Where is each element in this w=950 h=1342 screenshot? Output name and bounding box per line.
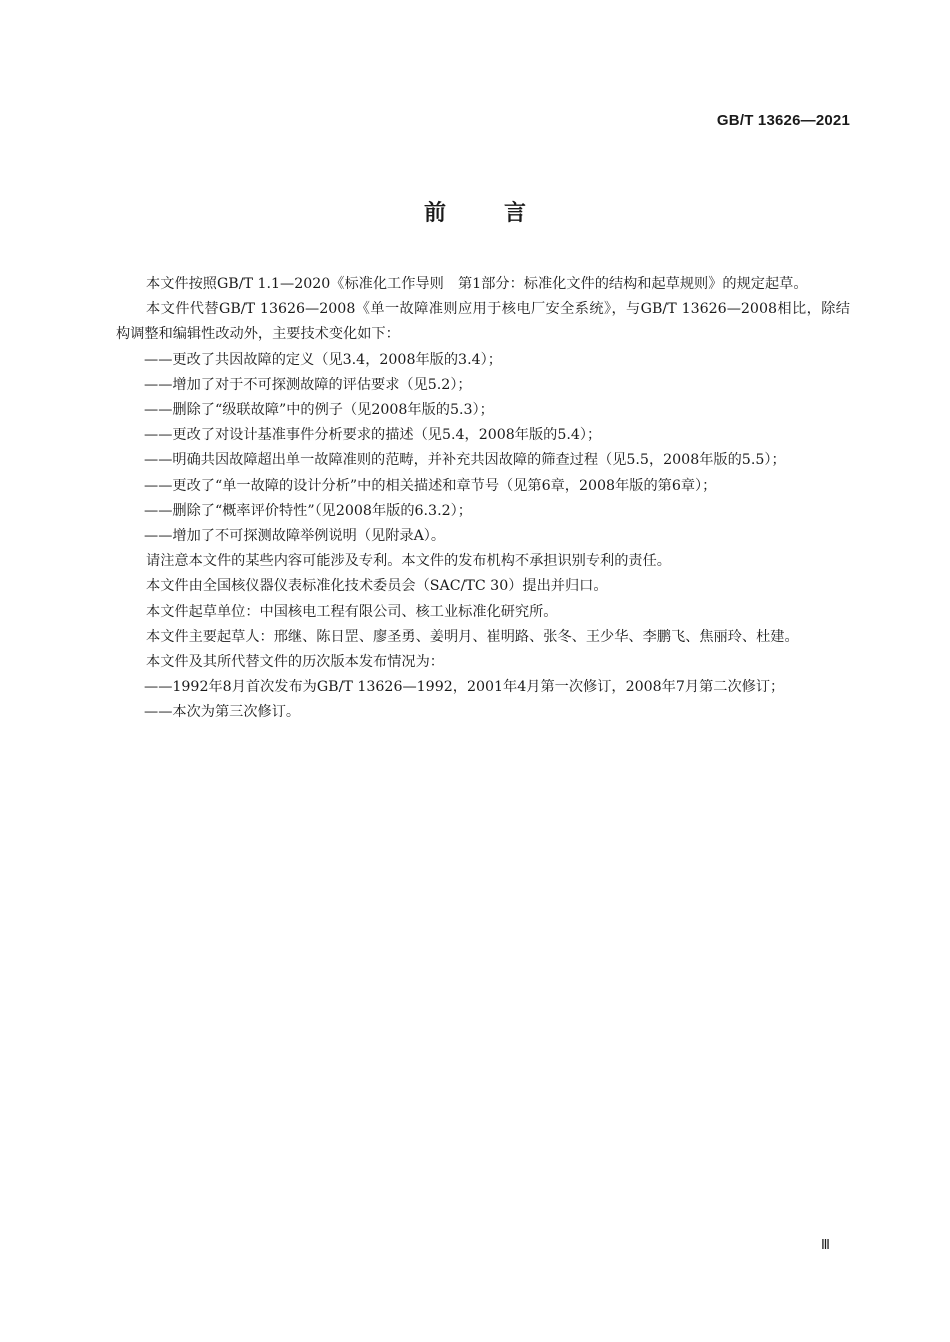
document-body: [116, 272, 850, 726]
list-item: ——1992年8月首次发布为GB/T 13626—1992，2001年4月第一次修订，2008年7月第二次修订；: [144, 679, 785, 696]
list-item: ——增加了不可探测故障举例说明（见附录A）。: [144, 528, 446, 545]
list-item: ——本次为第三次修订。: [144, 704, 301, 721]
paragraph-proposer: 本文件由全国核仪器仪表标准化技术委员会（SAC/TC 30）提出并归口。: [146, 578, 608, 595]
paragraph-patent-notice: 请注意本文件的某些内容可能涉及专利。本文件的发布机构不承担识别专利的责任。: [146, 553, 671, 570]
page-title: 前言: [423, 201, 584, 226]
list-item: ——更改了共因故障的定义（见3.4，2008年版的3.4）；: [144, 351, 502, 368]
list-item: ——删除了“级联故障”中的例子（见2008年版的5.3）；: [144, 402, 494, 419]
standard-number: GB/T 13626—2021: [716, 112, 850, 129]
list-item: ——更改了“单一故障的设计分析”中的相关描述和章节号（见第6章，2008年版的第6章）；: [144, 477, 717, 494]
paragraph-drafters: 本文件主要起草人：邢继、陈日罡、廖圣勇、姜明月、崔明路、张冬、王少华、李鹏飞、焦丽玲、杜建。: [146, 628, 799, 645]
paragraph-drafting-units: 本文件起草单位：中国核电工程有限公司、核工业标准化研究所。: [146, 603, 558, 620]
paragraph-replacement: 本文件代替GB/T 13626—2008《单一故障准则应用于核电厂安全系统》，与GB/T 13626—2008相比，除结构调整和编辑性改动外，主要技术变化如下：: [116, 301, 850, 343]
page-number: Ⅲ: [821, 1238, 830, 1253]
list-item: ——增加了对于不可探测故障的评估要求（见5.2）；: [144, 376, 472, 393]
paragraph-drafting-rules: 本文件按照GB/T 1.1—2020《标准化工作导则 第1部分：标准化文件的结构和起草规则》的规定起草。: [146, 276, 808, 292]
list-item: ——明确共因故障超出单一故障准则的范畴，并补充共因故障的筛查过程（见5.5，2008年版的5.5）；: [144, 452, 786, 469]
list-item: ——更改了对设计基准事件分析要求的描述（见5.4，2008年版的5.4）；: [144, 427, 602, 444]
paragraph-history-intro: 本文件及其所代替文件的历次版本发布情况为：: [146, 654, 444, 671]
list-item: ——删除了“概率评价特性”（见2008年版的6.3.2）；: [144, 502, 472, 519]
